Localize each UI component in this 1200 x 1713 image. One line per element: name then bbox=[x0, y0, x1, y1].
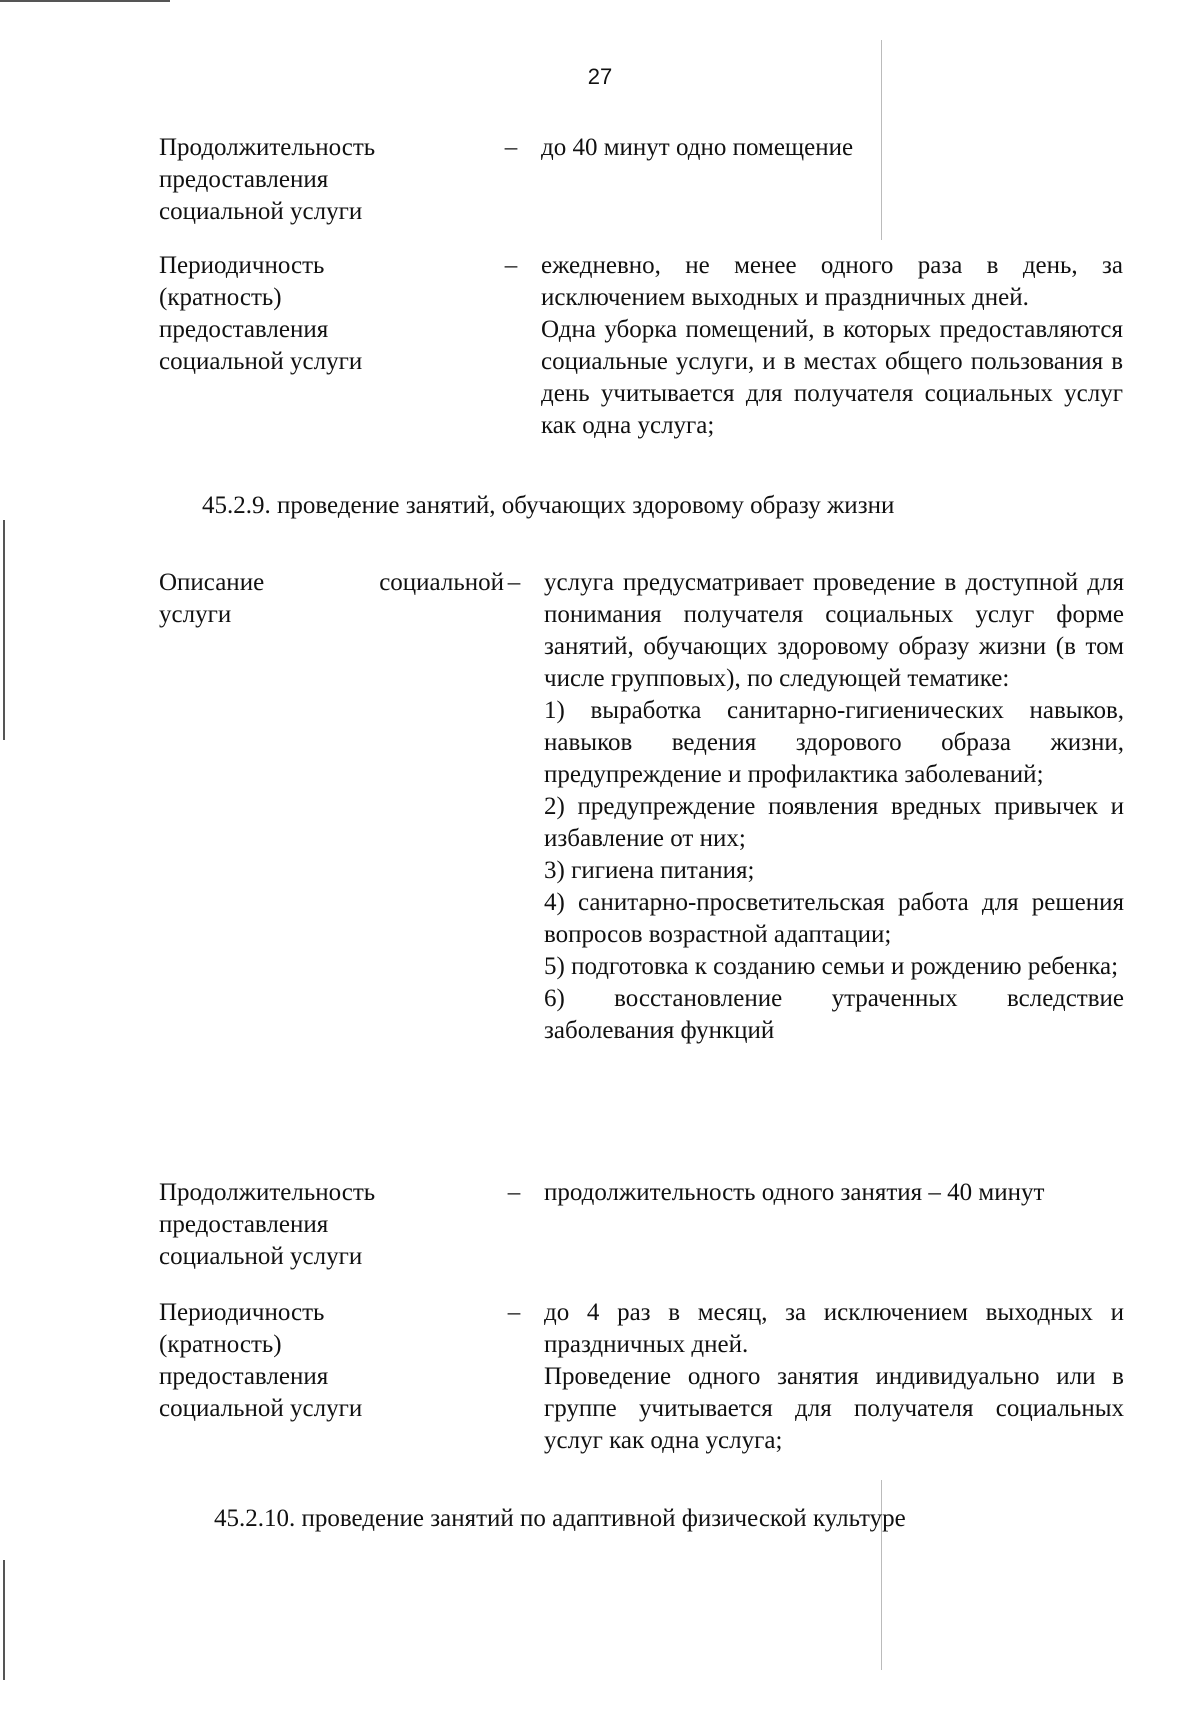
topic-item: 3) гигиена питания; bbox=[544, 857, 755, 884]
periodicity-text-2: Одна уборка помещений, в которых предоставляются социальные услуги, и в местах общего пользования в день учитывается для получателя социальных услуг как одна услуга; bbox=[541, 316, 1123, 439]
periodicity-text-2-2: Проведение одного занятия индивидуально или в группе учитывается для получателя социальных услуг как одна услуга; bbox=[544, 1363, 1124, 1454]
duration-value bbox=[541, 132, 1123, 164]
description-value bbox=[544, 567, 1124, 1047]
description-label bbox=[159, 567, 504, 631]
periodicity-dash-2: – bbox=[507, 1299, 521, 1326]
description-dash: – bbox=[507, 569, 521, 596]
topic-item: 2) предупреждение появления вредных привычек и избавление от них; bbox=[544, 793, 1124, 852]
periodicity-text-2-1: до 4 раз в месяц, за исключением выходных и праздничных дней. bbox=[544, 1299, 1124, 1358]
description-intro: услуга предусматривает проведение в доступной для понимания получателя социальных услуг форме занятий, обучающих здоровому образу жизни (в том числе групповых), по следующей тематике: bbox=[544, 569, 1124, 692]
duration-dash-2: – bbox=[507, 1179, 521, 1206]
periodicity-dash: – bbox=[504, 252, 518, 279]
periodicity-value bbox=[541, 250, 1123, 442]
periodicity-text-1: ежедневно, не менее одного раза в день, за исключением выходных и праздничных дней. bbox=[541, 252, 1123, 311]
duration-dash: – bbox=[504, 134, 518, 161]
topic-item: 5) подготовка к созданию семьи и рождению ребенка; bbox=[544, 953, 1119, 980]
scan-edge-left-2 bbox=[3, 1560, 5, 1680]
duration-text-2: продолжительность одного занятия – 40 минут bbox=[544, 1179, 1045, 1206]
duration-text: до 40 минут одно помещение bbox=[541, 134, 854, 161]
periodicity-label-2: Периодичность (кратность) предоставления социальной услуги bbox=[159, 1299, 363, 1422]
section-heading-45-2-9: 45.2.9. проведение занятий, обучающих здоровому образу жизни bbox=[202, 492, 895, 519]
topic-item: 4) санитарно-просветительская работа для решения вопросов возрастной адаптации; bbox=[544, 889, 1124, 948]
topic-item: 6) восстановление утраченных вследствие заболевания функций bbox=[544, 985, 1124, 1044]
section-heading-45-2-10: 45.2.10. проведение занятий по адаптивной физической культуре bbox=[214, 1505, 906, 1532]
scan-edge-top bbox=[0, 0, 170, 2]
duration-value-2 bbox=[544, 1177, 1124, 1209]
scan-edge-left-1 bbox=[3, 520, 5, 740]
periodicity-label: Периодичность (кратность) предоставления социальной услуги bbox=[159, 252, 363, 375]
description-label-line1: Описание социальной bbox=[159, 569, 504, 596]
duration-label-2: Продолжительность предоставления социальной услуги bbox=[159, 1179, 376, 1270]
page-number: 27 bbox=[587, 64, 613, 89]
topic-item: 1) выработка санитарно-гигиенических навыков, навыков ведения здорового образа жизни, предупреждение и профилактика заболеваний; bbox=[544, 697, 1124, 788]
duration-label: Продолжительность предоставления социальной услуги bbox=[159, 134, 376, 225]
description-label-line2: услуги bbox=[159, 601, 232, 628]
periodicity-value-2 bbox=[544, 1297, 1124, 1457]
